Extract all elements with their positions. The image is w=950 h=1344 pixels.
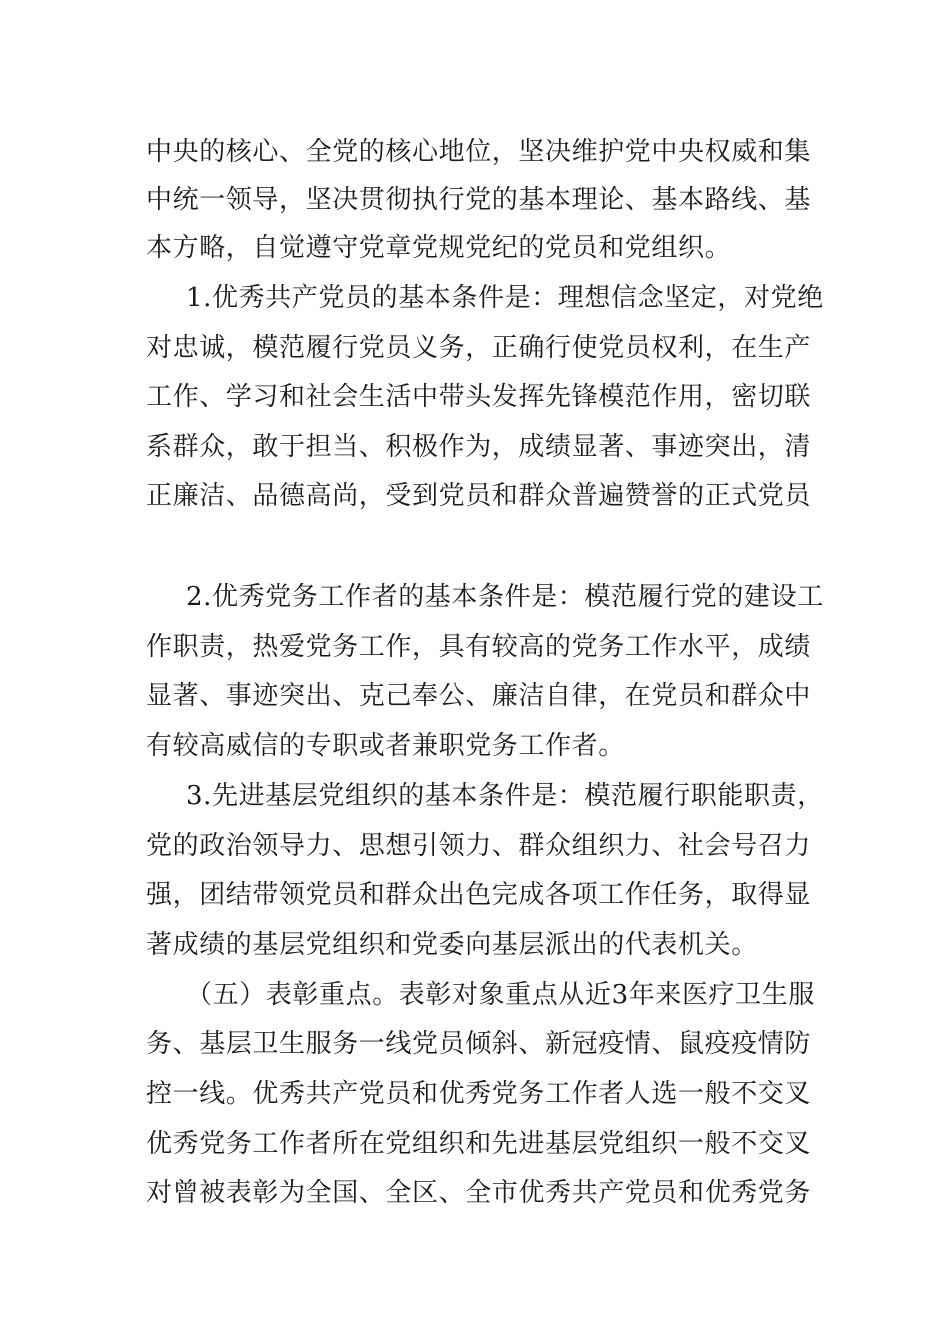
paragraph-1-first-line: 1.优秀共产党员的基本条件是：理想信念坚定，对党绝 [186,283,824,313]
text-line: 中央的核心、全党的核心地位，坚决维护党中央权威和集 [146,137,812,167]
text-line: 党的政治领导力、思想引领力、群众组织力、社会号召力 [146,831,812,861]
paragraph-4-first-line: （五）表彰重点。表彰对象重点从近3年来医疗卫生服 [186,980,815,1010]
paragraph-2-first-line: 2.优秀党务工作者的基本条件是：模范履行党的建设工 [186,582,824,612]
text-line: 显著、事迹突出、克己奉公、廉洁自律，在党员和群众中 [146,681,812,711]
text-line: 控一线。优秀共产党员和优秀党务工作者人选一般不交叉 [146,1079,812,1109]
paragraph-3-first-line: 3.先进基层党组织的基本条件是：模范履行职能职责， [186,781,824,811]
text-line: 对忠诚，模范履行党员义务，正确行使党员权利，在生产 [146,333,812,363]
text-line: 有较高威信的专职或者兼职党务工作者。 [146,731,625,761]
text-line: 强，团结带领党员和群众出色完成各项工作任务，取得显 [146,880,812,910]
text-line: 本方略，自觉遵守党章党规党纪的党员和党组织。 [146,233,732,263]
text-line: 系群众，敢于担当、积极作为，成绩显著、事迹突出，清 [146,432,812,462]
text-line: 作职责，热爱党务工作，具有较高的党务工作水平，成绩 [146,632,812,662]
text-line: 著成绩的基层党组织和党委向基层派出的代表机关。 [146,930,758,960]
text-line: 务、基层卫生服务一线党员倾斜、新冠疫情、鼠疫疫情防 [146,1029,812,1059]
text-line: 正廉洁、品德高尚，受到党员和群众普遍赞誉的正式党员 [146,481,812,511]
text-line: 中统一领导，坚决贯彻执行党的基本理论、基本路线、基 [146,185,812,215]
text-line: 优秀党务工作者所在党组织和先进基层党组织一般不交叉 [146,1129,812,1159]
text-line: 对曾被表彰为全国、全区、全市优秀共产党员和优秀党务 [146,1178,812,1208]
text-line: 工作、学习和社会生活中带头发挥先锋模范作用，密切联 [146,382,812,412]
